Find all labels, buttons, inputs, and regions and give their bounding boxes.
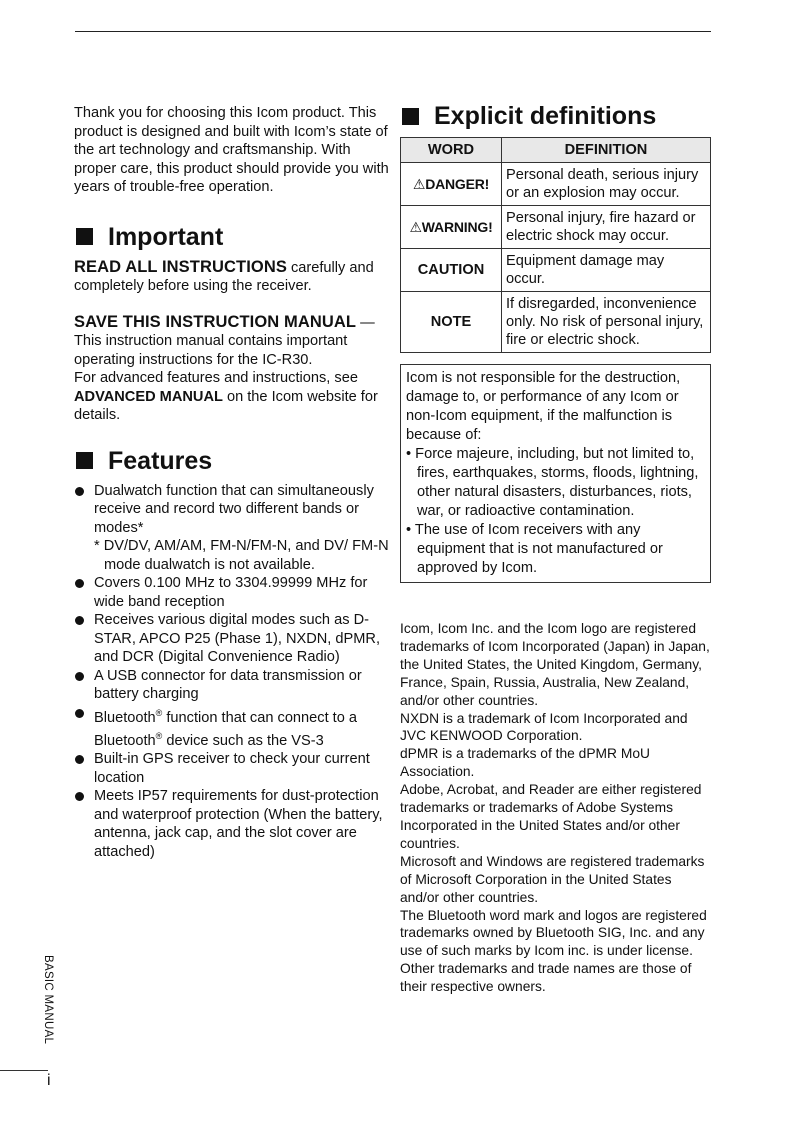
definition-cell: Personal death, serious injury or an explosion may occur. <box>502 163 711 206</box>
save-manual-bold: SAVE THIS INSTRUCTION MANUAL <box>74 312 357 331</box>
feature-item: Meets IP57 requirements for dust-protection and waterproof protection (When the battery, antenna, jack cap, and the slot cover are attached) <box>74 787 390 861</box>
trademark-paragraph: Microsoft and Windows are registered trademarks of Microsoft Corporation in the United States and/or other countries. <box>400 853 705 905</box>
advanced-manual-post: on the Icom website for details. <box>74 388 378 423</box>
features-heading-text: Features <box>108 446 213 475</box>
feature-item: Covers 0.100 MHz to 3304.99999 MHz for wide band reception <box>74 574 390 611</box>
advanced-manual-bold: ADVANCED MANUAL <box>74 388 223 405</box>
word-cell-caution: CAUTION <box>401 249 502 292</box>
square-bullet-icon <box>402 108 419 125</box>
table-row <box>401 292 711 353</box>
read-instructions-text: carefully and completely before using the receiver. <box>74 259 374 294</box>
features-heading <box>74 446 390 476</box>
save-manual-paragraph <box>74 313 390 425</box>
trademark-paragraph: Adobe, Acrobat, and Reader are either registered trademarks or trademarks of Adobe Systems Incorporated in the United States and/or other countries. <box>400 782 702 851</box>
square-bullet-icon <box>76 228 93 245</box>
trademark-paragraph: Other trademarks and trade names are those of their respective owners. <box>400 961 692 995</box>
important-heading <box>74 222 390 252</box>
bottom-rule <box>0 1070 48 1071</box>
word-cell-note: NOTE <box>401 292 502 353</box>
feature-item: Receives various digital modes such as D-STAR, APCO P25 (Phase 1), NXDN, dPMR, and DCR (Digital Convenience Radio) <box>74 611 390 667</box>
side-label: BASIC MANUAL <box>42 955 54 1045</box>
trademarks-block <box>400 620 712 996</box>
intro-paragraph: Thank you for choosing this Icom product. This product is designed and built with Icom’s state of the art technology and craftsmanship. With proper care, this product should provide you with years of trouble-free operation. <box>74 105 389 195</box>
read-instructions-paragraph <box>74 258 390 296</box>
definition-cell: If disregarded, inconvenience only. No risk of personal injury, fire or electric shock. <box>502 292 711 353</box>
features-list <box>74 482 390 862</box>
bluetooth-text: Bluetooth <box>94 709 156 726</box>
table-row <box>401 163 711 206</box>
trademark-paragraph: The Bluetooth word mark and logos are registered trademarks owned by Bluetooth SIG, Inc. and any use of such marks by Icom inc. is under license. <box>400 907 707 959</box>
page-number: i <box>47 1072 51 1089</box>
bluetooth-text: device such as the VS-3 <box>162 732 324 749</box>
disclaimer-intro: Icom is not responsible for the destruction, damage to, or performance of any Icom or non-Icom equipment, if the malfunction is because of: <box>406 370 681 443</box>
important-heading-text: Important <box>108 222 224 251</box>
save-manual-text: — This instruction manual contains important operating instructions for the IC-R30. <box>74 314 375 368</box>
definition-cell: Equipment damage may occur. <box>502 249 711 292</box>
left-column <box>74 104 390 861</box>
advanced-manual-pre: For advanced features and instructions, see <box>74 370 358 386</box>
square-bullet-icon <box>76 452 93 469</box>
trademark-paragraph: NXDN is a trademark of Icom Incorporated and JVC KENWOOD Corporation. <box>400 710 688 744</box>
feature-item: A USB connector for data transmission or battery charging <box>74 667 390 704</box>
word-cell-danger: ⚠DANGER! <box>401 163 502 206</box>
trademark-paragraph: Icom, Icom Inc. and the Icom logo are registered trademarks of Icom Incorporated (Japan) in Japan, the United States, the United Kingdom, Germany, France, Spain, Russia, Australia, New Zealand, and/or other countries. <box>400 621 710 708</box>
top-rule <box>75 31 711 32</box>
feature-item <box>74 704 390 751</box>
definitions-heading <box>400 101 712 131</box>
column-header-definition: DEFINITION <box>502 138 711 163</box>
read-instructions-bold: READ ALL INSTRUCTIONS <box>74 257 287 276</box>
registered-mark: ® <box>155 730 163 741</box>
feature-footnote: * DV/DV, AM/AM, FM-N/FM-N, and DV/ FM-N mode dualwatch is not available. <box>94 538 389 573</box>
table-header-row <box>401 138 711 163</box>
disclaimer-box <box>400 364 711 583</box>
definition-cell: Personal injury, fire hazard or electric shock may occur. <box>502 206 711 249</box>
disclaimer-item: • The use of Icom receivers with any equipment that is not manufactured or approved by Icom. <box>406 522 663 576</box>
column-header-word: WORD <box>401 138 502 163</box>
feature-item <box>74 482 390 575</box>
bluetooth-text: function that can connect to a Bluetooth <box>94 709 358 749</box>
disclaimer-list <box>406 445 705 578</box>
word-cell-warning: ⚠WARNING! <box>401 206 502 249</box>
disclaimer-item: • Force majeure, including, but not limited to, fires, earthquakes, storms, floods, lightning, other natural disasters, disturbances, riots, war, or radioactive contamination. <box>406 446 699 519</box>
table-row <box>401 249 711 292</box>
feature-item: Built-in GPS receiver to check your current location <box>74 750 390 787</box>
feature-text: Dualwatch function that can simultaneously receive and record two different bands or modes* <box>94 482 374 536</box>
trademark-paragraph: dPMR is a trademarks of the dPMR MoU Association. <box>400 746 650 780</box>
table-row <box>401 206 711 249</box>
right-column <box>400 101 712 996</box>
registered-mark: ® <box>155 707 163 718</box>
definitions-heading-text: Explicit definitions <box>434 102 657 130</box>
definitions-table <box>400 137 711 353</box>
